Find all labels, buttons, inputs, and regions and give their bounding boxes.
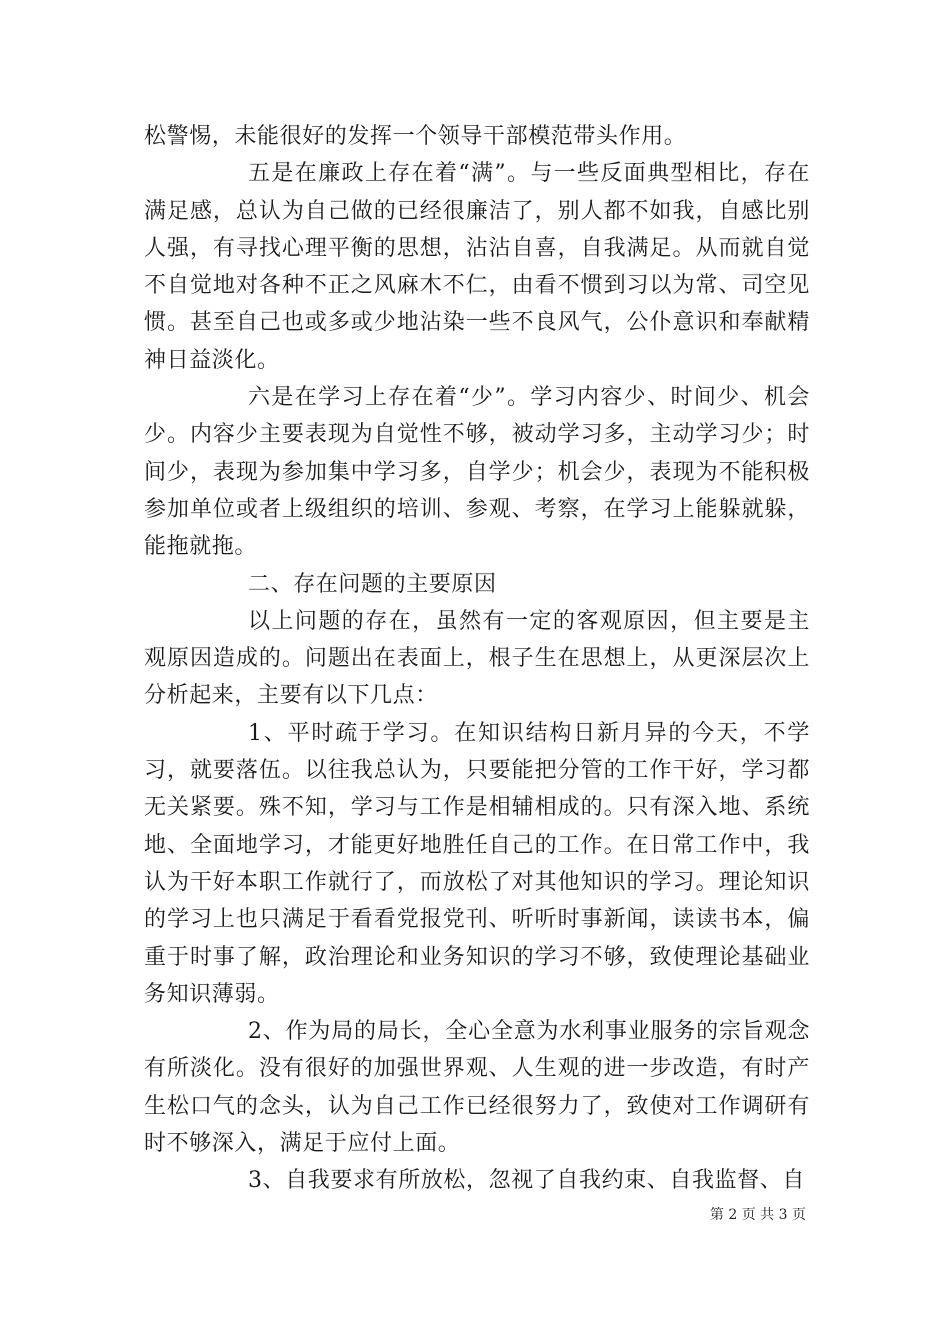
paragraph-causes-intro: 以上问题的存在，虽然有一定的客观原因，但主要是主观原因造成的。问题出在表面上，根子生在思想上，从更深层次上分析起来，主要有以下几点： bbox=[144, 608, 810, 709]
paragraph-point-six: 六是在学习上存在着“少”。学习内容少、时间少、机会少。内容少主要表现为自觉性不够，被动学习多，主动学习少；时间少，表现为参加集中学习多，自学少；机会少，表现为不能积极参加单位或者上级组织的培训、参观、考察，在学习上能躲就躲，能拖就拖。 bbox=[144, 385, 810, 560]
paragraph-continuation: 松警惕，未能很好的发挥一个领导干部模范带头作用。 bbox=[144, 124, 687, 149]
page-number-footer: 第 2 页 共 3 页 bbox=[709, 1207, 806, 1223]
document-body bbox=[144, 118, 810, 1200]
paragraph-point-five: 五是在廉政上存在着“满”。与一些反面典型相比，存在满足感，总认为自己做的已经很廉洁了，别人都不如我，自感比别人强，有寻找心理平衡的思想，沾沾自喜，自我满足。从而就自觉不自觉地对各种不正之风麻木不仁，由看不惯到习以为常、司空见惯。甚至自己也或多或少地沾染一些不良风气，公仆意识和奉献精神日益淡化。 bbox=[144, 161, 810, 373]
paragraph-cause-two: 2、作为局的局长，全心全意为水利事业服务的宗旨观念有所淡化。没有很好的加强世界观、人生观的进一步改造，有时产生松口气的念头，认为自己工作已经很努力了，致使对工作调研有时不够深入，满足于应付上面。 bbox=[144, 1019, 810, 1157]
paragraph-cause-one: 1、平时疏于学习。在知识结构日新月异的今天，不学习，就要落伍。以往我总认为，只要能把分管的工作干好，学习都无关紧要。殊不知，学习与工作是相辅相成的。只有深入地、系统地、全面地学习，才能更好地胜任自己的工作。在日常工作中，我认为干好本职工作就行了，而放松了对其他知识的学习。理论知识的学习上也只满足于看看党报党刊、听听时事新闻，读读书本，偏重于时事了解，政治理论和业务知识的学习不够，致使理论基础业务知识薄弱。 bbox=[144, 720, 810, 1007]
paragraph-cause-three: 3、自我要求有所放松，忽视了自我约束、自我监督、自 bbox=[248, 1168, 805, 1194]
section-heading-causes: 二、存在问题的主要原因 bbox=[248, 571, 497, 597]
